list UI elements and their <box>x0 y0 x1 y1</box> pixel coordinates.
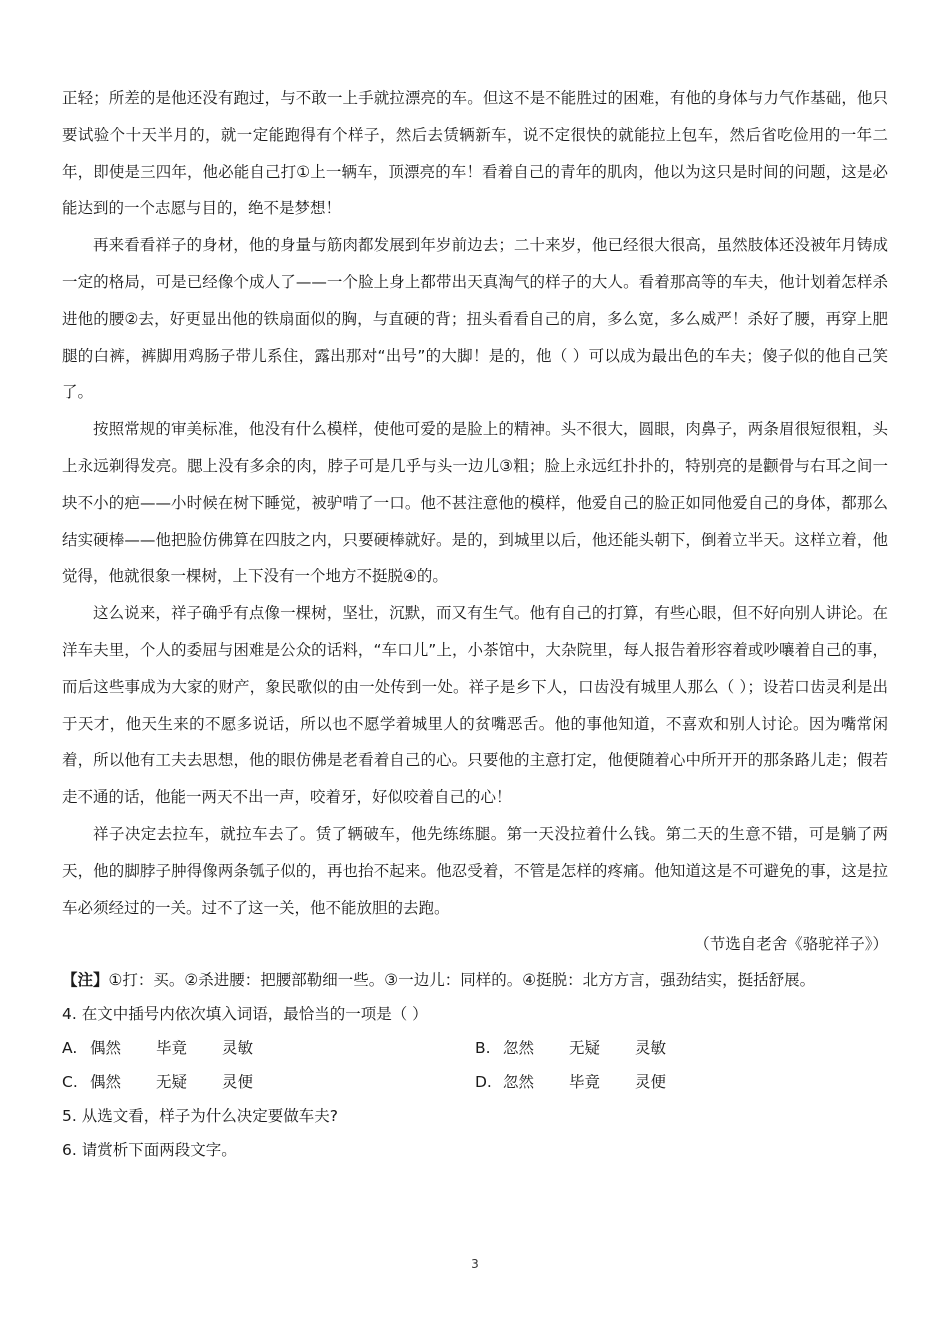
option-d <box>475 1065 888 1099</box>
source-citation: （节选自老舍《骆驼祥子》） <box>694 935 888 954</box>
paragraph-4: 这么说来，祥子确乎有点像一棵树，坚壮，沉默，而又有生气。他有自己的打算，有些心眼，但不好向别人讲论。在洋车夫里，个人的委屈与困难是公众的话料，“车口儿”上，小茶馆中，大杂院里，每人报告着形容着或吵嚷着自己的事，而后这些事成为大家的财产，象民歌似的由一处传到一处。祥子是乡下人，口齿没有城里人那么（ ）；设若口齿灵利是出于天才，他天生来的不愿多说话，所以也不愿学着城里人的贫嘴恶舌。他的事他知道，不喜欢和别人讨论。因为嘴常闲着，所以他有工夫去思想，他的眼仿佛是老看着自己的心。只要他的主意打定，他便随着心中所开开的那条路儿走；假若走不通的话，他能一两天不出一声，咬着牙，好似咬着自己的心！ <box>62 604 888 807</box>
option-d-label: D. <box>475 1073 492 1092</box>
paragraph-2: 再来看看祥子的身材，他的身量与筋肉都发展到年岁前边去；二十来岁，他已经很大很高，虽然肢体还没被年月铸成一定的格局，可是已经像个成人了——一个脸上身上都带出天真淘气的样子的大人。看着那高等的车夫，他计划着怎样杀进他的腰②去，好更显出他的铁扇面似的胸，与直硬的背；扭头看看自己的肩，多么宽，多么威严！杀好了腰，再穿上肥腿的白裤，裤脚用鸡肠子带儿系住，露出那对“出号”的大脚！是的，他（ ）可以成为最出色的车夫；傻子似的他自己笑了。 <box>62 236 888 402</box>
option-b-label: B. <box>475 1039 491 1058</box>
option-a-label: A. <box>62 1039 78 1058</box>
option-c <box>62 1065 475 1099</box>
option-c-word-3: 灵便 <box>222 1073 254 1092</box>
question-6: 6. 请赏析下面两段文字。 <box>62 1141 237 1160</box>
option-d-word-2: 毕竟 <box>569 1073 601 1092</box>
paragraph-1: 正轻；所差的是他还没有跑过，与不敢一上手就拉漂亮的车。但这不是不能胜过的困难，有他的身体与力气作基础，他只要试验个十天半月的，就一定能跑得有个样子，然后去赁辆新车，说不定很快的就能拉上包车，然后省吃俭用的一年二年，即使是三四年，他必能自己打①上一辆车，顶漂亮的车！看着自己的青年的肌肉，他以为这只是时间的问题，这是必能达到的一个志愿与目的，绝不是梦想！ <box>62 89 888 218</box>
note-text: ①打：买。②杀进腰：把腰部勒细一些。③一边儿：同样的。④挺脱：北方方言，强劲结实，挺括舒展。 <box>108 971 816 990</box>
option-b-word-3: 灵敏 <box>635 1039 667 1058</box>
option-b-word-2: 无疑 <box>569 1039 601 1058</box>
option-b <box>475 1031 888 1065</box>
paragraph-5: 祥子决定去拉车，就拉车去了。赁了辆破车，他先练练腿。第一天没拉着什么钱。第二天的生意不错，可是躺了两天，他的脚脖子肿得像两条瓠子似的，再也抬不起来。他忍受着，不管是怎样的疼痛。他知道这是不可避免的事，这是拉车必须经过的一关。过不了这一关，他不能放胆的去跑。 <box>62 824 888 917</box>
option-d-word-3: 灵便 <box>635 1073 667 1092</box>
note-tag: 【注】 <box>62 971 109 990</box>
option-a <box>62 1031 475 1065</box>
document-page <box>62 80 888 1167</box>
question-5: 5. 从选文看，样子为什么决定要做车夫? <box>62 1107 338 1126</box>
paragraph-3: 按照常规的审美标准，他没有什么模样，使他可爱的是脸上的精神。头不很大，圆眼，肉鼻子，两条眉很短很粗，头上永远剃得发亮。腮上没有多余的肉，脖子可是几乎与头一边儿③粗；脸上永远红扑扑的，特别亮的是颧骨与右耳之间一块不小的疤——小时候在树下睡觉，被驴啃了一口。他不甚注意他的模样，他爱自己的脸正如同他爱自己的身体，都那么结实硬棒——他把脸仿佛算在四肢之内，只要硬棒就好。是的，到城里以后，他还能头朝下，倒着立半天。这样立着，他觉得，他就很象一棵树，上下没有一个地方不挺脱④的。 <box>62 420 888 586</box>
question-4: 4. 在文中插号内依次填入词语，最恰当的一项是（ ） <box>62 1005 428 1024</box>
option-a-word-3: 灵敏 <box>222 1039 254 1058</box>
options-row-2 <box>62 1065 888 1099</box>
option-a-word-2: 毕竟 <box>156 1039 188 1058</box>
option-c-word-2: 无疑 <box>156 1073 188 1092</box>
option-a-word-1: 偶然 <box>90 1039 122 1058</box>
option-d-word-1: 忽然 <box>503 1073 535 1092</box>
option-c-label: C. <box>62 1073 78 1092</box>
annotation-note <box>62 963 888 997</box>
option-b-word-1: 忽然 <box>503 1039 535 1058</box>
options-row-1 <box>62 1031 888 1065</box>
option-c-word-1: 偶然 <box>90 1073 122 1092</box>
page-number: 3 <box>471 1257 479 1271</box>
